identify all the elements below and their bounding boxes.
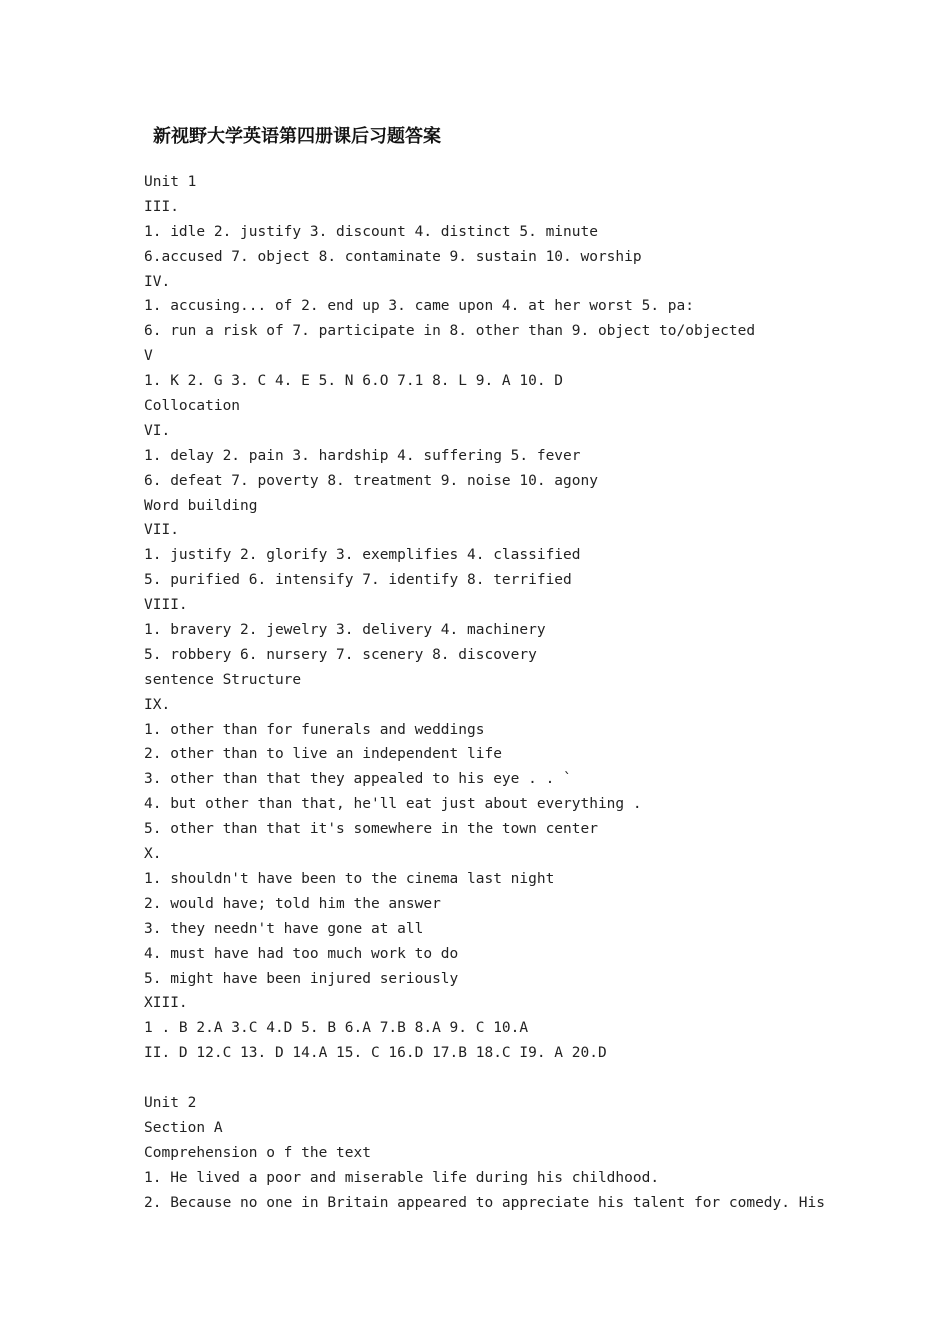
text-line: 6. run a risk of 7. participate in 8. other than 9. object to/objected [144, 323, 756, 340]
text-line: 5. might have been injured seriously [144, 970, 459, 987]
text-line: IX. [144, 696, 171, 713]
text-line: 2. would have; told him the answer [144, 895, 441, 912]
unit-heading: Unit 1 [144, 174, 197, 190]
text-line: X. [144, 846, 162, 863]
text-line: Comprehension o f the text [144, 1144, 371, 1161]
text-line: VII. [144, 522, 179, 539]
text-line: VI. [144, 422, 171, 439]
text-line: 1. accusing... of 2. end up 3. came upon 4. at her worst 5. pa: [144, 298, 694, 315]
document-body [144, 170, 864, 1215]
unit-heading: Unit 2 [144, 1094, 197, 1111]
text-line: III. [144, 198, 179, 215]
text-line: 1. K 2. G 3. C 4. E 5. N 6.O 7.1 8. L 9. A 10. D [144, 373, 564, 390]
text-line: 6.accused 7. object 8. contaminate 9. sustain 10. worship [144, 248, 642, 265]
text-line: Collocation [144, 398, 241, 415]
unit-2-section [144, 1091, 864, 1215]
text-line: 1. justify 2. glorify 3. exemplifies 4. classified [144, 547, 581, 564]
text-line: 3. they needn't have gone at all [144, 920, 424, 937]
document-title: 新视野大学英语第四册课后习题答案 [153, 126, 441, 147]
text-line: 1. bravery 2. jewelry 3. delivery 4. machinery [144, 622, 546, 639]
text-line: 3. other than that they appealed to his eye . . ` [144, 771, 572, 788]
text-line: 1. shouldn't have been to the cinema last night [144, 870, 555, 887]
text-line: Section A [144, 1119, 223, 1136]
text-line: 5. other than that it's somewhere in the town center [144, 821, 598, 838]
text-line: Word building [144, 497, 258, 514]
unit-1-lines [144, 195, 864, 1066]
text-line: 2. other than to live an independent life [144, 746, 502, 763]
text-line: 1. He lived a poor and miserable life during his childhood. [144, 1169, 660, 1186]
text-line: 5. robbery 6. nursery 7. scenery 8. discovery [144, 646, 537, 663]
text-line: sentence Structure [144, 671, 302, 688]
text-line: 5. purified 6. intensify 7. identify 8. terrified [144, 572, 572, 589]
text-line: 4. must have had too much work to do [144, 945, 459, 962]
text-line: IV. [144, 273, 171, 290]
text-line: XIII. [144, 995, 188, 1012]
text-line: 4. but other than that, he'll eat just about everything . [144, 796, 642, 813]
text-line: 1 . B 2.A 3.C 4.D 5. B 6.A 7.B 8.A 9. C 10.A [144, 1020, 529, 1037]
section-spacer [144, 1066, 864, 1091]
text-line: VIII. [144, 597, 188, 614]
text-line: 1. idle 2. justify 3. discount 4. distinct 5. minute [144, 223, 598, 240]
text-line: V [144, 348, 153, 365]
text-line: 2. Because no one in Britain appeared to appreciate his talent for comedy. His [144, 1194, 825, 1211]
text-line: 1. other than for funerals and weddings [144, 721, 485, 738]
unit-2-lines [144, 1116, 864, 1216]
unit-1-section [144, 170, 864, 1066]
text-line: II. D 12.C 13. D 14.A 15. C 16.D 17.B 18.C I9. A 20.D [144, 1045, 607, 1062]
text-line: 6. defeat 7. poverty 8. treatment 9. noise 10. agony [144, 472, 598, 489]
text-line: 1. delay 2. pain 3. hardship 4. suffering 5. fever [144, 447, 581, 464]
